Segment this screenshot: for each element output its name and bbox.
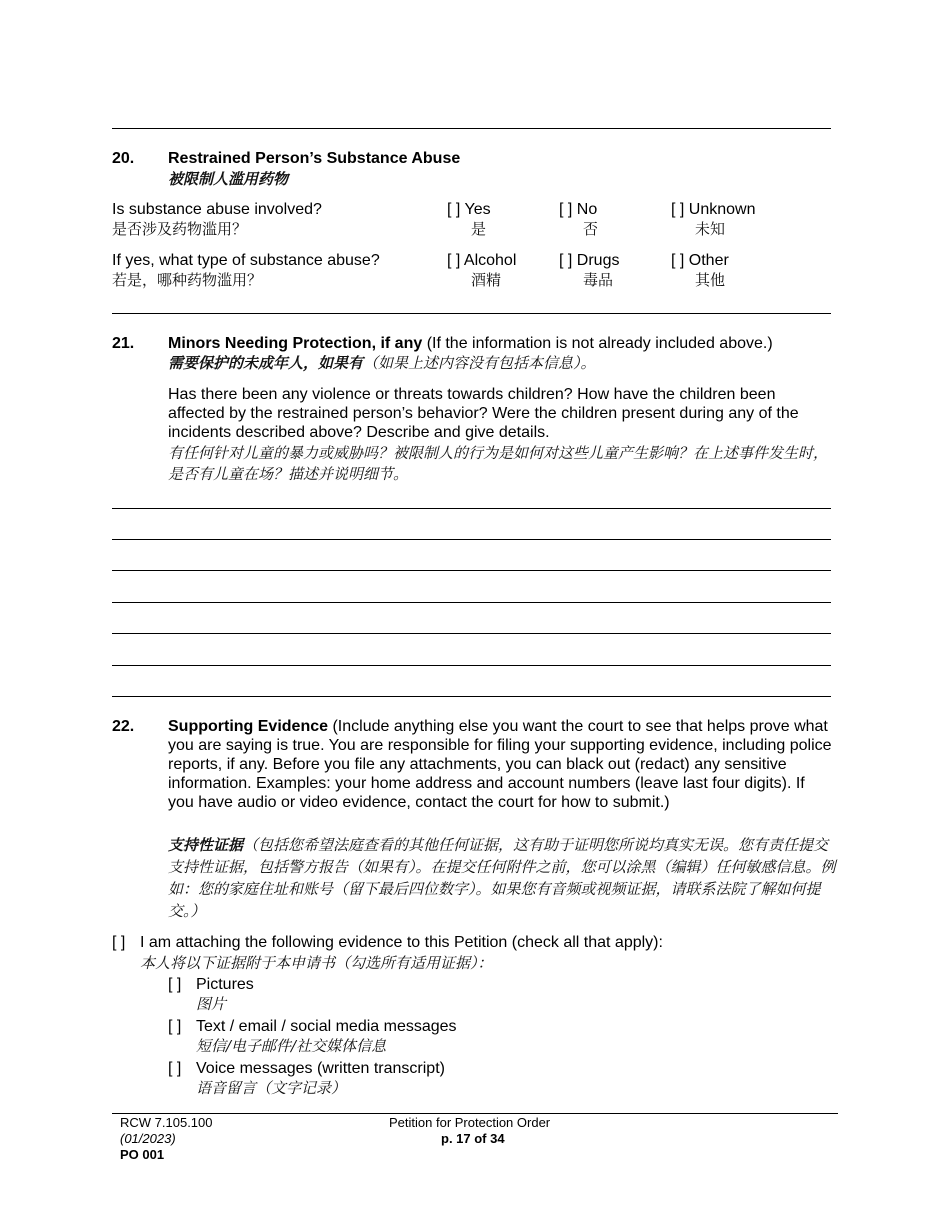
- answer-line[interactable]: [112, 665, 831, 666]
- drugs-checkbox[interactable]: [ ] Drugs: [559, 252, 620, 269]
- section-20-title-zh: 被限制人滥用药物: [168, 170, 289, 188]
- top-divider: [112, 128, 831, 129]
- unknown-checkbox[interactable]: [ ] Unknown: [671, 201, 756, 218]
- attach-evidence-label-zh: 本人将以下证据附于本申请书（勾选所有适用证据）：: [140, 954, 493, 972]
- footer-form-number: PO 001: [120, 1147, 165, 1162]
- messages-label: Text / email / social media messages: [196, 1018, 457, 1035]
- yes-label-zh: 是: [471, 220, 487, 238]
- pictures-checkbox[interactable]: [ ]: [168, 976, 182, 993]
- footer-title: Petition for Protection Order: [389, 1115, 551, 1130]
- pictures-label-zh: 图片: [196, 995, 227, 1013]
- section-21-title: Minors Needing Protection, if any: [168, 335, 423, 352]
- section-divider: [112, 313, 831, 314]
- attach-evidence-label: I am attaching the following evidence to this Petition (check all that apply):: [140, 934, 663, 951]
- section-22-title: Supporting Evidence: [168, 718, 329, 735]
- section-20-number: 20.: [112, 150, 135, 167]
- no-label-zh: 否: [583, 220, 599, 238]
- section-22-instructions: (Include anything else you want the court to see that helps prove what you are saying is true. You are responsible for filing your supporting evidence, including police reports, if any. Before you file any attachments, you can black out (redact) any sensitive information. Examples: your home address and account numbers (leave last four digits). If you have audio or video evidence, contact the court for how to submit.): [168, 718, 832, 811]
- section-20-title: Restrained Person’s Substance Abuse: [168, 150, 461, 167]
- other-checkbox[interactable]: [ ] Other: [671, 252, 729, 269]
- footer-rcw: RCW 7.105.100: [120, 1115, 213, 1130]
- voice-messages-label-zh: 语音留言（文字记录）: [196, 1079, 347, 1097]
- other-label-zh: 其他: [695, 271, 726, 289]
- footer-date: (01/2023): [120, 1131, 176, 1146]
- voice-messages-checkbox[interactable]: [ ]: [168, 1060, 182, 1077]
- alcohol-label-zh: 酒精: [471, 271, 502, 289]
- section-21-number: 21.: [112, 335, 135, 352]
- answer-line[interactable]: [112, 539, 831, 540]
- messages-checkbox[interactable]: [ ]: [168, 1018, 182, 1035]
- substance-type-question-zh: 若是，哪种药物滥用？: [112, 271, 263, 289]
- answer-line[interactable]: [112, 602, 831, 603]
- answer-line[interactable]: [112, 696, 831, 697]
- attach-evidence-checkbox[interactable]: [ ]: [112, 934, 126, 951]
- section-22-text: [168, 717, 833, 812]
- pictures-label: Pictures: [196, 976, 254, 993]
- unknown-label-zh: 未知: [695, 220, 726, 238]
- voice-messages-label: Voice messages (written transcript): [196, 1060, 445, 1077]
- alcohol-checkbox[interactable]: [ ] Alcohol: [447, 252, 517, 269]
- footer-divider: [112, 1113, 838, 1114]
- answer-line[interactable]: [112, 570, 831, 571]
- drugs-label-zh: 毒品: [583, 271, 614, 289]
- section-21-instructions: Has there been any violence or threats towards children? How have the children been affected by the restrained person’s behavior? Were the children present during any of the incidents described above? Describe and give details.: [168, 386, 799, 441]
- yes-checkbox[interactable]: [ ] Yes: [447, 201, 491, 218]
- substance-question-zh: 是否涉及药物滥用？: [112, 220, 248, 238]
- no-checkbox[interactable]: [ ] No: [559, 201, 598, 218]
- section-22-instructions-zh: （包括您希望法庭查看的其他任何证据，这有助于证明您所说均真实无误。您有责任提交支持性证据，包括警方报告（如果有）。在提交任何附件之前，您可以涂黑（编辑）任何敏感信息。例如：您的家庭住址和账号（留下最后四位数字）。如果您有音频或视频证据，请联系法院了解如何提交。）: [168, 836, 836, 920]
- messages-label-zh: 短信/电子邮件/社交媒体信息: [196, 1037, 387, 1055]
- footer-page-number: p. 17 of 34: [441, 1131, 505, 1146]
- section-21-title-note: (If the information is not already included above.): [422, 335, 773, 352]
- section-21-title-zh-note: （如果上述内容没有包括本信息）。: [363, 354, 596, 372]
- substance-question: Is substance abuse involved?: [112, 201, 322, 218]
- section-21-title-line: [168, 334, 773, 353]
- section-22-text-zh: [168, 834, 836, 922]
- section-22-title-zh: 支持性证据: [168, 836, 244, 854]
- answer-line[interactable]: [112, 508, 831, 509]
- section-22-number: 22.: [112, 718, 135, 735]
- section-21-title-zh-line: [168, 353, 596, 373]
- substance-type-question: If yes, what type of substance abuse?: [112, 252, 380, 269]
- section-21-instructions-zh: 有任何针对儿童的暴力或威胁吗？被限制人的行为是如何对这些儿童产生影响？在上述事件发生时，是否有儿童在场？描述并说明细节。: [168, 444, 829, 483]
- answer-line[interactable]: [112, 633, 831, 634]
- section-21-title-zh: 需要保护的未成年人，如果有: [168, 354, 364, 372]
